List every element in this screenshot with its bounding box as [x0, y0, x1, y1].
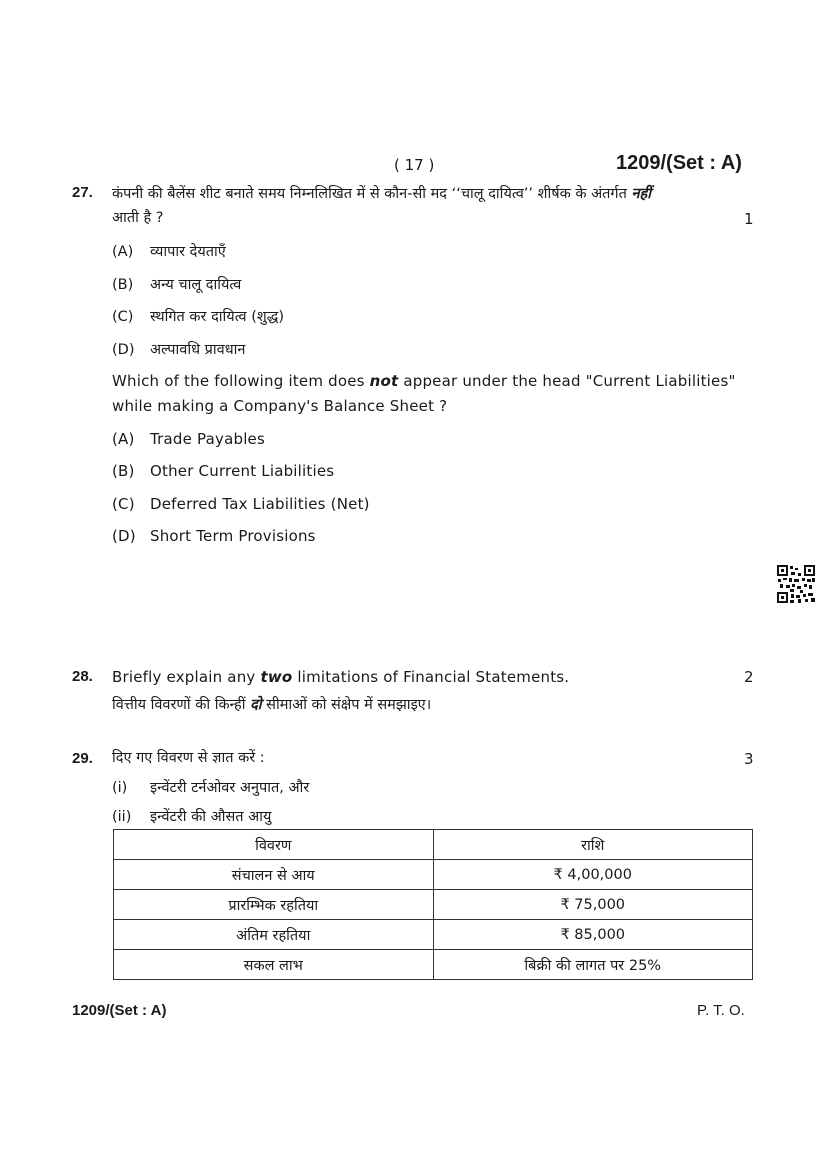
- q28-number: 28.: [72, 668, 93, 685]
- q27-hindi-line2: आती है ?: [112, 210, 164, 226]
- table-cell: प्रारम्भिक रहतिया: [114, 890, 434, 920]
- table-row: [114, 860, 753, 890]
- q27-english-option-d: [112, 526, 316, 546]
- option-label: (A): [112, 430, 135, 448]
- part-text: इन्वेंटरी की औसत आयु: [150, 809, 272, 825]
- q29-marks: 3: [744, 750, 754, 768]
- q28-hindi-text-b: सीमाओं को संक्षेप में समझाइए।: [261, 697, 432, 713]
- option-text: व्यापार देयताएँ: [150, 244, 226, 260]
- table-cell: बिक्री की लागत पर 25%: [433, 950, 753, 980]
- set-code-header: 1209/(Set : A): [616, 152, 742, 174]
- footer-set-code: 1209/(Set : A): [72, 1002, 167, 1019]
- q27-number: 27.: [72, 184, 93, 201]
- table-header-cell: राशि: [433, 830, 753, 860]
- q27-english-text: Which of the following item does: [112, 372, 370, 390]
- q28-hindi-text: वित्तीय विवरणों की किन्हीं: [112, 697, 251, 713]
- option-label: (D): [112, 342, 135, 358]
- footer-pto: P. T. O.: [697, 1002, 745, 1019]
- q27-english-line2: while making a Company's Balance Sheet ?: [112, 397, 448, 415]
- option-text: Trade Payables: [150, 430, 265, 448]
- q27-hindi-option-b: [112, 275, 241, 295]
- option-text: अन्य चालू दायित्व: [150, 277, 242, 293]
- q27-english-option-a: [112, 429, 265, 449]
- option-label: (D): [112, 527, 136, 545]
- part-label: (i): [112, 780, 128, 796]
- table-cell: अंतिम रहतिया: [114, 920, 434, 950]
- table-cell: संचालन से आय: [114, 860, 434, 890]
- q29-part-ii: [112, 807, 271, 827]
- q29-data-table: [113, 829, 753, 980]
- option-text: स्थगित कर दायित्व (शुद्ध): [150, 309, 284, 325]
- q27-english-option-c: [112, 494, 370, 514]
- q27-english-option-b: [112, 461, 334, 481]
- option-label: (C): [112, 309, 134, 325]
- q28-marks: 2: [744, 668, 754, 686]
- table-row: [114, 920, 753, 950]
- part-text: इन्वेंटरी टर्नओवर अनुपात, और: [150, 780, 310, 796]
- table-cell: सकल लाभ: [114, 950, 434, 980]
- q28-english-text: Briefly explain any: [112, 668, 261, 686]
- q27-hindi-emphasis: नहीं: [631, 186, 651, 202]
- table-header-cell: विवरण: [114, 830, 434, 860]
- q27-hindi-option-c: [112, 307, 284, 327]
- table-cell: ₹ 85,000: [433, 920, 753, 950]
- qr-code-icon: [776, 564, 816, 604]
- q27-hindi-text: कंपनी की बैलेंस शीट बनाते समय निम्नलिखित में से कौन-सी मद ‘‘चालू दायित्व’’ शीर्षक के अंतर्गत: [112, 186, 632, 202]
- q28-english-emphasis: two: [260, 668, 293, 686]
- table-cell: ₹ 75,000: [433, 890, 753, 920]
- q29-part-i: [112, 778, 309, 798]
- q28-english-text-b: limitations of Financial Statements.: [292, 668, 570, 686]
- part-label: (ii): [112, 809, 132, 825]
- option-text: Short Term Provisions: [150, 527, 316, 545]
- q29-number: 29.: [72, 750, 93, 767]
- q27-english-emphasis: not: [369, 372, 399, 390]
- q27-hindi-line1: [112, 184, 760, 204]
- option-text: Other Current Liabilities: [150, 462, 335, 480]
- table-row: [114, 950, 753, 980]
- q27-english-line1: [112, 371, 736, 391]
- option-label: (B): [112, 462, 135, 480]
- q27-hindi-option-d: [112, 340, 245, 360]
- q28-hindi-emphasis: दो: [250, 697, 262, 713]
- q28-hindi: [112, 695, 431, 715]
- q27-marks: 1: [744, 210, 754, 228]
- q27-hindi-option-a: [112, 242, 226, 262]
- q29-intro: दिए गए विवरण से ज्ञात करें :: [112, 750, 265, 766]
- page-number: ( 17 ): [394, 156, 435, 174]
- q27-english-text-b: appear under the head "Current Liabilities": [398, 372, 736, 390]
- option-label: (A): [112, 244, 134, 260]
- table-cell: ₹ 4,00,000: [433, 860, 753, 890]
- q28-english: [112, 667, 569, 687]
- table-header-row: [114, 830, 753, 860]
- option-text: Deferred Tax Liabilities (Net): [150, 495, 370, 513]
- option-label: (C): [112, 495, 135, 513]
- option-label: (B): [112, 277, 134, 293]
- table-row: [114, 890, 753, 920]
- option-text: अल्पावधि प्रावधान: [150, 342, 246, 358]
